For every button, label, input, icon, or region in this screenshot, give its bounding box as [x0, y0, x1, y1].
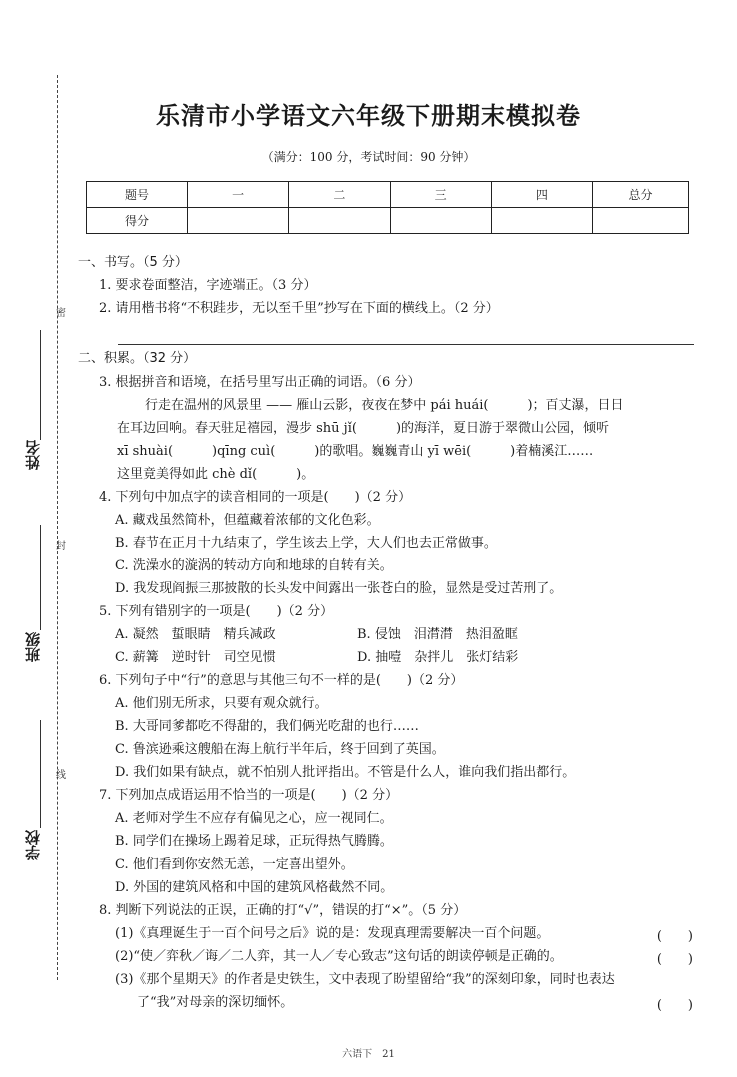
score-header-cell: 总分: [593, 182, 689, 208]
question-3-stem: 3. 根据拼音和语境，在括号里写出正确的词语。（6 分）: [99, 375, 421, 390]
question-8-item-1: (1)《真理诞生于一百个问号之后》说的是：发现真理需要解决一百个问题。: [115, 926, 550, 941]
score-cell[interactable]: [289, 208, 390, 234]
score-cell[interactable]: [491, 208, 592, 234]
question-8-stem: 8. 判断下列说法的正误，正确的打“√”，错误的打“×”。（5 分）: [99, 903, 467, 918]
school-label: 学校: [24, 830, 42, 860]
name-label: 姓名: [24, 440, 42, 470]
page-title: 乐清市小学语文六年级下册期末模拟卷: [156, 102, 581, 130]
question-5-option-d: D. 抽噎 杂拌儿 张灯结彩: [357, 650, 519, 665]
question-8-item-2: (2)“使／弈秋／诲／二人弈，其一人／专心致志”这句话的朗读停顿是正确的。: [115, 949, 563, 964]
question-4-option-b: B. 春节在正月十九结束了，学生该去上学，大人们也去正常做事。: [115, 536, 497, 551]
handwriting-answer-line[interactable]: [118, 344, 694, 345]
question-7-option-c: C. 他们看到你安然无恙，一定喜出望外。: [115, 857, 354, 872]
name-blank-line: [40, 330, 41, 440]
section-1-title: 一、书写。（5 分）: [78, 255, 188, 270]
question-5-option-b: B. 侵蚀 泪潸潸 热泪盈眶: [357, 627, 518, 642]
question-1: 1. 要求卷面整洁，字迹端正。（3 分）: [99, 278, 317, 293]
question-8-item-3: (3)《那个星期天》的作者是史铁生，文中表现了盼望留给“我”的深刻印象，同时也表达: [115, 972, 615, 987]
question-4-stem: 4. 下列句中加点字的读音相同的一项是( )（2 分）: [99, 490, 412, 505]
question-8-item-3-continued: 了“我”对母亲的深切缅怀。: [137, 995, 294, 1010]
score-header-cell: 一: [188, 182, 289, 208]
question-5-option-a: A. 凝然 蜇眼睛 精兵减政: [115, 627, 276, 642]
score-cell[interactable]: [188, 208, 289, 234]
score-header-cell: 题号: [87, 182, 188, 208]
page-number: 六语下 21: [342, 1049, 395, 1060]
question-3-passage-line: 这里竟美得如此 chè dǐ( )。: [117, 467, 315, 482]
exam-info: （满分：100 分，考试时间：90 分钟）: [261, 150, 476, 164]
question-3-passage-line: xī shuài( )qīng cuì( )的歌唱。巍巍青山 yī wēi( )着楠溪江……: [117, 444, 594, 459]
question-7-option-a: A. 老师对学生不应存有偏见之心，应一视同仁。: [115, 811, 393, 826]
question-6-stem: 6. 下列句子中“行”的意思与其他三句不一样的是( )（2 分）: [99, 673, 464, 688]
judge-bracket[interactable]: ( ): [656, 929, 693, 944]
question-4-option-d: D. 我发现阎振三那披散的长头发中间露出一张苍白的脸，显然是受过苦刑了。: [115, 581, 563, 596]
judge-bracket[interactable]: ( ): [656, 952, 693, 967]
score-cell[interactable]: [593, 208, 689, 234]
judge-bracket[interactable]: ( ): [656, 998, 693, 1013]
score-table-score-row: [87, 208, 689, 234]
seal-mark-mi: 密: [56, 308, 66, 319]
question-6-option-d: D. 我们如果有缺点，就不怕别人批评指出。不管是什么人，谁向我们指出都行。: [115, 765, 576, 780]
class-blank-line: [40, 525, 41, 630]
question-5-option-c: C. 薪篝 逆时针 司空见惯: [115, 650, 276, 665]
score-header-cell: 三: [390, 182, 491, 208]
question-6-option-c: C. 鲁滨逊乘这艘船在海上航行半年后，终于回到了英国。: [115, 742, 445, 757]
school-blank-line: [40, 720, 41, 828]
question-3-passage-line: 在耳边回响。春天驻足禧园，漫步 shū jǐ( )的海洋，夏日游于翠微山公园，倾听: [117, 421, 610, 436]
question-7-stem: 7. 下列加点成语运用不恰当的一项是( )（2 分）: [99, 788, 399, 803]
question-7-option-b: B. 同学们在操场上踢着足球，正玩得热气腾腾。: [115, 834, 393, 849]
question-2: 2. 请用楷书将“不积跬步，无以至千里”抄写在下面的横线上。（2 分）: [99, 301, 499, 316]
question-7-option-d: D. 外国的建筑风格和中国的建筑风格截然不同。: [115, 880, 394, 895]
seal-mark-xian: 线: [56, 770, 66, 781]
score-table: [86, 181, 689, 234]
question-6-option-a: A. 他们别无所求，只要有观众就行。: [115, 696, 328, 711]
seal-mark-feng: 封: [56, 541, 66, 552]
score-row-label: 得分: [87, 208, 188, 234]
binding-dashed-line: [57, 75, 58, 980]
question-4-option-a: A. 藏戏虽然简朴，但蕴藏着浓郁的文化色彩。: [115, 513, 380, 528]
score-header-cell: 四: [491, 182, 592, 208]
question-4-option-c: C. 洗澡水的漩涡的转动方向和地球的自转有关。: [115, 558, 393, 573]
question-5-stem: 5. 下列有错别字的一项是( )（2 分）: [99, 604, 334, 619]
score-header-cell: 二: [289, 182, 390, 208]
class-label: 班级: [24, 632, 42, 662]
score-cell[interactable]: [390, 208, 491, 234]
score-table-header-row: [87, 182, 689, 208]
question-6-option-b: B. 大哥同爹都吃不得甜的，我们俩光吃甜的也行……: [115, 719, 419, 734]
section-2-title: 二、积累。（32 分）: [78, 351, 197, 366]
question-3-passage-line: 行走在温州的风景里 —— 雁山云影，夜夜在梦中 pái huái( )；百丈瀑，日日: [145, 398, 624, 413]
